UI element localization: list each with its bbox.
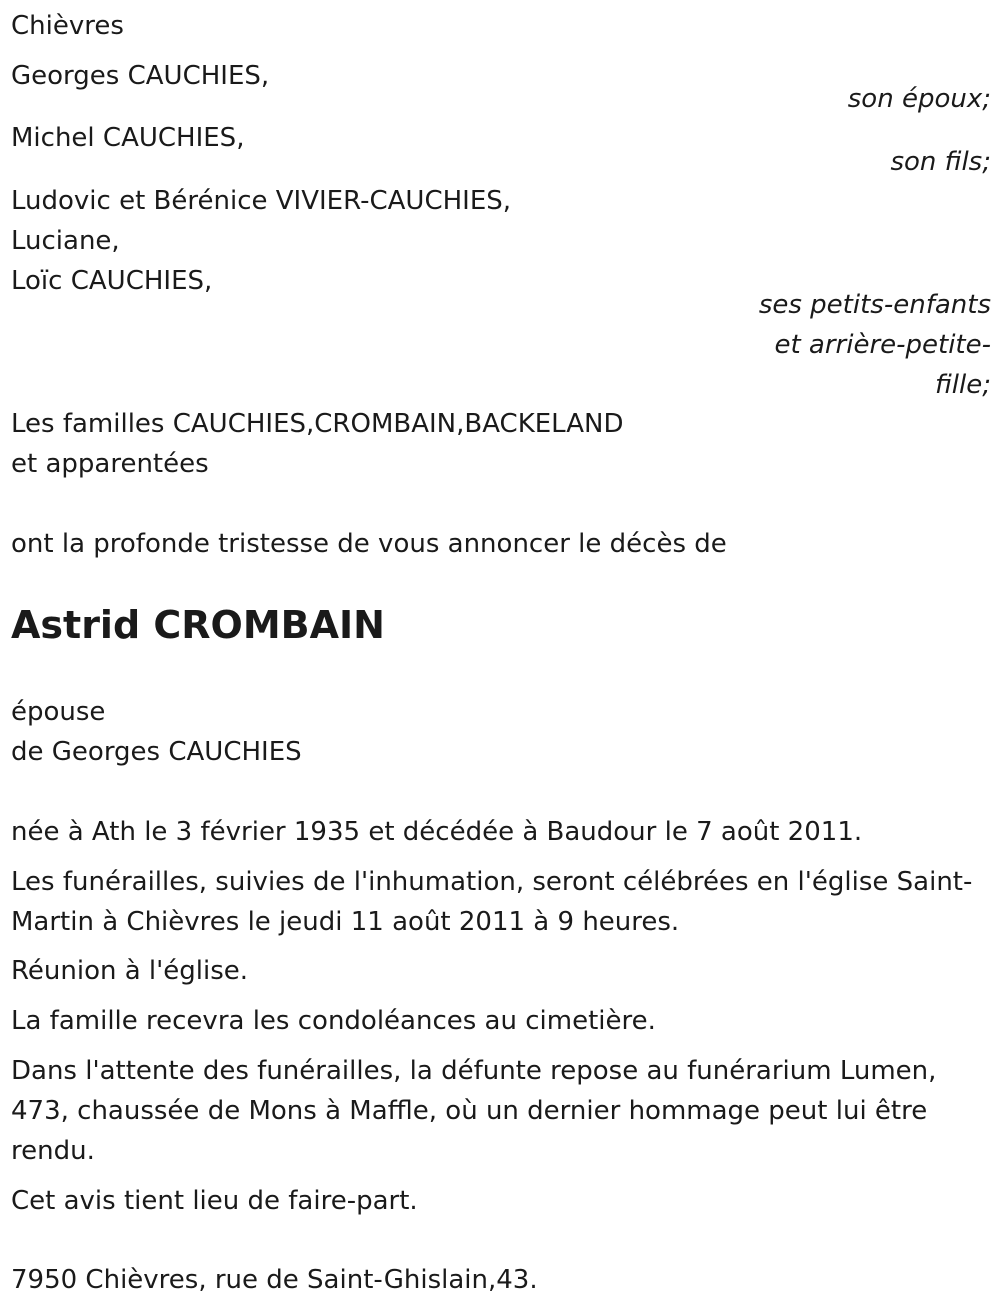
son-role: son fils; <box>890 147 991 177</box>
deceased-relation-line-2: de Georges CAUCHIES <box>11 737 302 767</box>
condolences-text: La famille recevra les condoléances au cimetière. <box>11 1006 656 1036</box>
notice-text: Cet avis tient lieu de faire-part. <box>11 1186 418 1216</box>
funeral-line-1: Les funérailles, suivies de l'inhumation, seront célébrées en l'église Saint- <box>11 867 973 897</box>
address-text: 7950 Chièvres, rue de Saint-Ghislain,43. <box>11 1265 538 1295</box>
repose-line-2: 473, chaussée de Mons à Maffle, où un dernier hommage peut lui être <box>11 1096 928 1126</box>
birth-death-text: née à Ath le 3 février 1935 et décédée à Baudour le 7 août 2011. <box>11 817 863 847</box>
location-header: Chièvres <box>11 11 124 41</box>
grandchildren-role-line-2: et arrière-petite- <box>774 330 991 360</box>
grandchild-name-1: Ludovic et Bérénice VIVIER-CAUCHIES, <box>11 186 512 216</box>
announcement-text: ont la profonde tristesse de vous annoncer le décès de <box>11 529 727 559</box>
meeting-text: Réunion à l'église. <box>11 956 249 986</box>
son-name: Michel CAUCHIES, <box>11 123 245 153</box>
spouse-role: son époux; <box>847 84 991 114</box>
families-line-2: et apparentées <box>11 449 209 479</box>
funeral-line-2: Martin à Chièvres le jeudi 11 août 2011 à 9 heures. <box>11 907 680 937</box>
grandchildren-role-line-1: ses petits-enfants <box>758 290 991 320</box>
grandchild-name-3: Loïc CAUCHIES, <box>11 266 213 296</box>
grandchildren-role-line-3: fille; <box>935 370 991 400</box>
grandchild-name-2: Luciane, <box>11 226 120 256</box>
repose-line-3: rendu. <box>11 1136 95 1166</box>
deceased-name: Astrid CROMBAIN <box>11 603 385 647</box>
spouse-name: Georges CAUCHIES, <box>11 61 270 91</box>
deceased-relation-line-1: épouse <box>11 697 106 727</box>
repose-line-1: Dans l'attente des funérailles, la défunte repose au funérarium Lumen, <box>11 1056 937 1086</box>
families-line-1: Les familles CAUCHIES,CROMBAIN,BACKELAND <box>11 409 624 439</box>
